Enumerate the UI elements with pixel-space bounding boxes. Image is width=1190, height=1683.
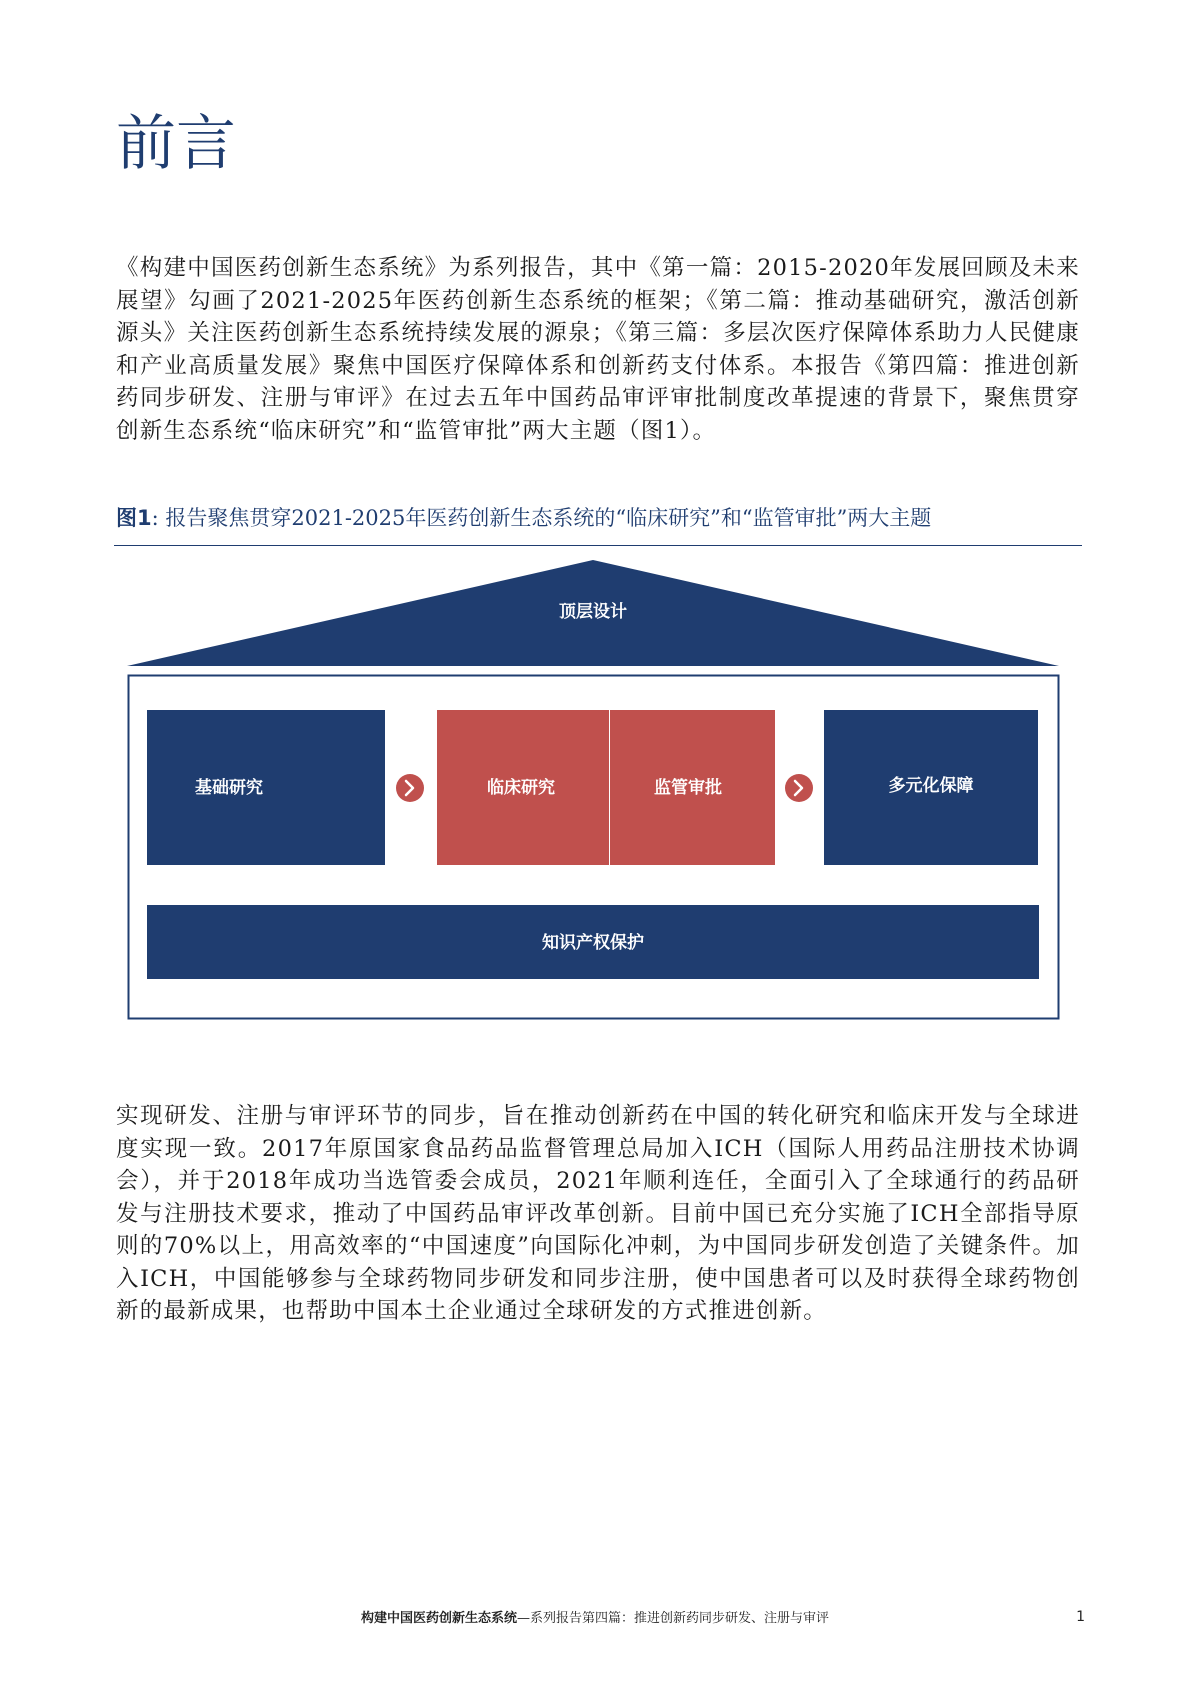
chevron-right-icon (785, 774, 813, 802)
page-number: 1 (1076, 1609, 1085, 1625)
basic-research-label: 基础研究 (195, 778, 263, 798)
basic-research-box (147, 710, 385, 865)
footer-report-title: 构建中国医药创新生态系统 (360, 1611, 517, 1626)
figure-label: 图1 (116, 506, 152, 530)
page-title: 前言 (116, 109, 236, 179)
figure-caption (116, 502, 1086, 534)
footer-title (0, 1610, 1190, 1628)
figure-caption-text: : 报告聚焦贯穿2021-2025年医药创新生态系统的“临床研究”和“监管审批”两大主题 (151, 506, 932, 530)
intro-paragraph: 《构建中国医药创新生态系统》为系列报告，其中《第一篇：2015-2020年发展回顾及未来展望》勾画了2021-2025年医药创新生态系统的框架；《第二篇：推动基础研究，激活创新源头》关注医药创新生态系统持续发展的源泉；《第三篇：多层次医疗保障体系助力人民健康和产业高质量发展》聚焦中国医疗保障体系和创新药支付体系。本报告《第四篇：推进创新药同步研发、注册与审评》在过去五年中国药品审评审批制度改革提速的背景下，聚焦贯穿创新生态系统“临床研究”和“监管审批”两大主题（图1）。 (116, 255, 1080, 444)
body-paragraph: 实现研发、注册与审评环节的同步，旨在推动创新药在中国的转化研究和临床开发与全球进度实现一致。2017年原国家食品药品监督管理总局加入ICH（国际人用药品注册技术协调会），并于2018年成功当选管委会成员，2021年顺利连任，全面引入了全球通行的药品研发与注册技术要求，推动了中国药品审评改革创新。目前中国已充分实施了ICH全部指导原则的70%以上，用高效率的“中国速度”向国际化冲刺，为中国同步研发创造了关键条件。加入ICH，中国能够参与全球药物同步研发和同步注册，使中国患者可以及时获得全球药物创新的最新成果，也帮助中国本土企业通过全球研发的方式推进创新。 (116, 1103, 1080, 1324)
figure-rule (114, 545, 1082, 546)
roof-label: 顶层设计 (559, 602, 627, 622)
regulatory-approval-label: 监管审批 (654, 778, 722, 798)
clinical-research-label: 临床研究 (487, 778, 555, 798)
ip-protection-label: 知识产权保护 (542, 933, 644, 953)
diverse-coverage-label: 多元化保障 (888, 776, 974, 796)
footer-subtitle: —系列报告第四篇：推进创新药同步研发、注册与审评 (517, 1611, 830, 1626)
chevron-right-icon (396, 774, 424, 802)
